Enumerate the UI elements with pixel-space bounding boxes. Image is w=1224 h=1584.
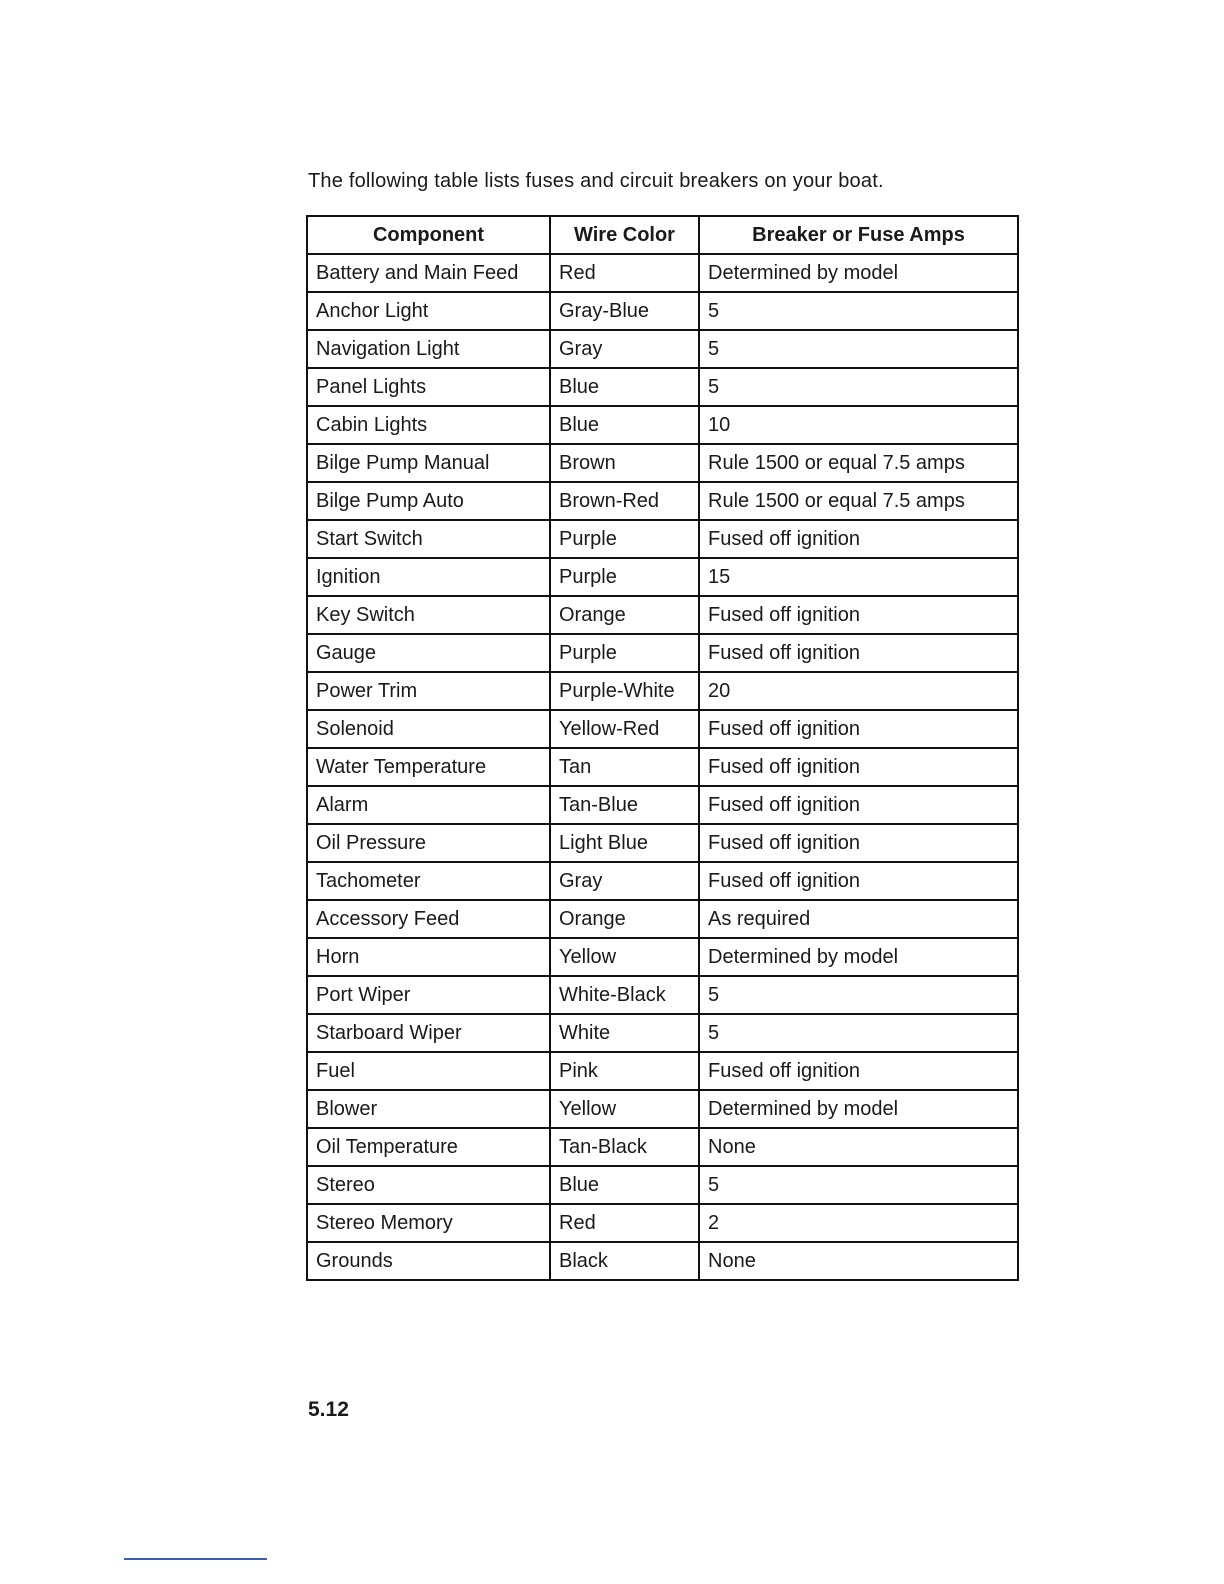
wire-color-cell: Blue — [550, 406, 699, 444]
wire-color-cell: Red — [550, 254, 699, 292]
amps-cell: None — [699, 1242, 1018, 1280]
table-row — [307, 710, 1018, 748]
wire-color-cell: Light Blue — [550, 824, 699, 862]
component-cell: Power Trim — [307, 672, 550, 710]
amps-cell: Fused off ignition — [699, 520, 1018, 558]
wire-color-cell: Gray — [550, 330, 699, 368]
component-cell: Ignition — [307, 558, 550, 596]
component-cell: Anchor Light — [307, 292, 550, 330]
amps-cell: 5 — [699, 368, 1018, 406]
amps-cell: Rule 1500 or equal 7.5 amps — [699, 444, 1018, 482]
component-cell: Fuel — [307, 1052, 550, 1090]
table-row — [307, 786, 1018, 824]
wire-color-cell: Pink — [550, 1052, 699, 1090]
column-header-wire-color: Wire Color — [550, 216, 699, 254]
component-cell: Alarm — [307, 786, 550, 824]
table-row — [307, 1128, 1018, 1166]
wire-color-cell: Yellow — [550, 1090, 699, 1128]
amps-cell: Determined by model — [699, 1090, 1018, 1128]
component-cell: Gauge — [307, 634, 550, 672]
table-row — [307, 1166, 1018, 1204]
amps-cell: Fused off ignition — [699, 710, 1018, 748]
component-cell: Grounds — [307, 1242, 550, 1280]
table-row — [307, 862, 1018, 900]
intro-text: The following table lists fuses and circuit breakers on your boat. — [308, 170, 884, 192]
table-row — [307, 1204, 1018, 1242]
table-row — [307, 482, 1018, 520]
component-cell: Navigation Light — [307, 330, 550, 368]
amps-cell: 10 — [699, 406, 1018, 444]
amps-cell: 5 — [699, 1014, 1018, 1052]
wire-color-cell: Black — [550, 1242, 699, 1280]
wire-color-cell: Yellow — [550, 938, 699, 976]
wire-color-cell: Purple — [550, 520, 699, 558]
table-row — [307, 330, 1018, 368]
table-row — [307, 1052, 1018, 1090]
amps-cell: 5 — [699, 292, 1018, 330]
wire-color-cell: White — [550, 1014, 699, 1052]
component-cell: Bilge Pump Auto — [307, 482, 550, 520]
wire-color-cell: Yellow-Red — [550, 710, 699, 748]
table-row — [307, 900, 1018, 938]
wire-color-cell: Tan — [550, 748, 699, 786]
amps-cell: None — [699, 1128, 1018, 1166]
amps-cell: 15 — [699, 558, 1018, 596]
amps-cell: 5 — [699, 330, 1018, 368]
table-row — [307, 1242, 1018, 1280]
component-cell: Water Temperature — [307, 748, 550, 786]
wire-color-cell: Purple — [550, 634, 699, 672]
component-cell: Cabin Lights — [307, 406, 550, 444]
wire-color-cell: Tan-Blue — [550, 786, 699, 824]
table-row — [307, 824, 1018, 862]
amps-cell: Fused off ignition — [699, 596, 1018, 634]
table-row — [307, 938, 1018, 976]
table-row — [307, 1090, 1018, 1128]
component-cell: Accessory Feed — [307, 900, 550, 938]
component-cell: Blower — [307, 1090, 550, 1128]
wire-color-cell: Purple-White — [550, 672, 699, 710]
component-cell: Start Switch — [307, 520, 550, 558]
amps-cell: Fused off ignition — [699, 824, 1018, 862]
table-row — [307, 254, 1018, 292]
component-cell: Horn — [307, 938, 550, 976]
wire-color-cell: Brown — [550, 444, 699, 482]
component-cell: Stereo Memory — [307, 1204, 550, 1242]
amps-cell: Fused off ignition — [699, 634, 1018, 672]
table-row — [307, 520, 1018, 558]
component-cell: Oil Temperature — [307, 1128, 550, 1166]
amps-cell: 5 — [699, 1166, 1018, 1204]
component-cell: Battery and Main Feed — [307, 254, 550, 292]
column-header-amps: Breaker or Fuse Amps — [699, 216, 1018, 254]
wire-color-cell: Blue — [550, 1166, 699, 1204]
component-cell: Port Wiper — [307, 976, 550, 1014]
footer-rule — [124, 1558, 267, 1560]
component-cell: Bilge Pump Manual — [307, 444, 550, 482]
amps-cell: Fused off ignition — [699, 1052, 1018, 1090]
table-row — [307, 672, 1018, 710]
wire-color-cell: White-Black — [550, 976, 699, 1014]
wire-color-cell: Gray — [550, 862, 699, 900]
amps-cell: Fused off ignition — [699, 786, 1018, 824]
component-cell: Stereo — [307, 1166, 550, 1204]
wire-color-cell: Blue — [550, 368, 699, 406]
amps-cell: 2 — [699, 1204, 1018, 1242]
component-cell: Key Switch — [307, 596, 550, 634]
table-row — [307, 634, 1018, 672]
fuse-circuit-breaker-table — [306, 215, 1019, 1281]
component-cell: Starboard Wiper — [307, 1014, 550, 1052]
wire-color-cell: Purple — [550, 558, 699, 596]
table-row — [307, 748, 1018, 786]
page-number: 5.12 — [308, 1398, 349, 1421]
amps-cell: Fused off ignition — [699, 748, 1018, 786]
amps-cell: As required — [699, 900, 1018, 938]
amps-cell: Rule 1500 or equal 7.5 amps — [699, 482, 1018, 520]
table-row — [307, 292, 1018, 330]
table-row — [307, 444, 1018, 482]
wire-color-cell: Orange — [550, 596, 699, 634]
wire-color-cell: Red — [550, 1204, 699, 1242]
amps-cell: 20 — [699, 672, 1018, 710]
amps-cell: Fused off ignition — [699, 862, 1018, 900]
amps-cell: Determined by model — [699, 938, 1018, 976]
column-header-component: Component — [307, 216, 550, 254]
wire-color-cell: Orange — [550, 900, 699, 938]
component-cell: Solenoid — [307, 710, 550, 748]
wire-color-cell: Gray-Blue — [550, 292, 699, 330]
table-row — [307, 596, 1018, 634]
amps-cell: Determined by model — [699, 254, 1018, 292]
wire-color-cell: Tan-Black — [550, 1128, 699, 1166]
wire-color-cell: Brown-Red — [550, 482, 699, 520]
table-row — [307, 1014, 1018, 1052]
table-body — [307, 254, 1018, 1280]
table-row — [307, 976, 1018, 1014]
table-header-row — [307, 216, 1018, 254]
component-cell: Panel Lights — [307, 368, 550, 406]
amps-cell: 5 — [699, 976, 1018, 1014]
table-row — [307, 368, 1018, 406]
component-cell: Oil Pressure — [307, 824, 550, 862]
table-row — [307, 558, 1018, 596]
component-cell: Tachometer — [307, 862, 550, 900]
table-row — [307, 406, 1018, 444]
